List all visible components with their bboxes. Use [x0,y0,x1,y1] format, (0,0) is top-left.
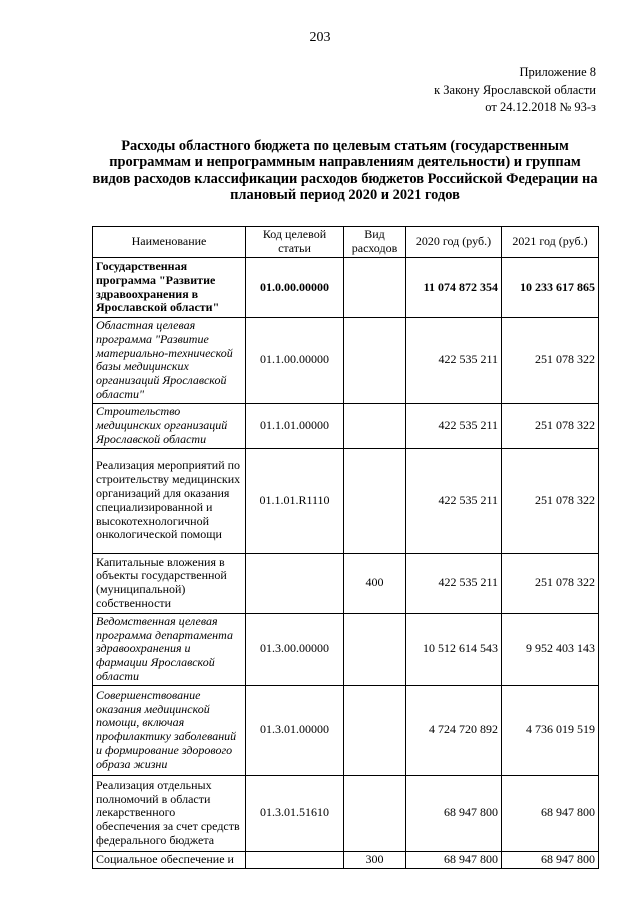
table-row [93,775,599,851]
row-code: 01.1.01.R1110 [246,448,344,553]
row-expense-type [344,613,406,685]
header-name: Наименование [93,227,246,258]
row-2020: 4 724 720 892 [406,685,502,775]
row-code: 01.3.01.51610 [246,775,344,851]
row-2021: 10 233 617 865 [502,258,599,318]
table-row [93,318,599,404]
row-name: Государственная программа "Развитие здравоохранения в Ярославской области" [93,258,246,318]
row-code: 01.1.00.00000 [246,318,344,404]
row-2020: 11 074 872 354 [406,258,502,318]
row-code: 01.3.00.00000 [246,613,344,685]
row-2020: 68 947 800 [406,775,502,851]
row-2021: 251 078 322 [502,403,599,448]
row-name: Реализация отдельных полномочий в области лекарственного обеспечения за счет средств федерального бюджета [93,775,246,851]
appendix-line-1: Приложение 8 [519,65,596,79]
row-2021: 251 078 322 [502,318,599,404]
row-2021: 68 947 800 [502,851,599,868]
document-title: Расходы областного бюджета по целевым статьям (государственным программам и непрограммным направлениям деятельности) и группам видов расходов классификации расходов бюджетов Российской Федерации на плановый период 2020 и 2021 годов [92,138,598,203]
row-2021: 251 078 322 [502,553,599,613]
page-number: 203 [309,30,331,45]
header-2021: 2021 год (руб.) [502,227,599,258]
row-expense-type: 300 [344,851,406,868]
appendix-line-2: к Закону Ярославской области [434,82,596,97]
table-row [93,448,599,553]
row-code: 01.0.00.00000 [246,258,344,318]
table-row [93,258,599,318]
appendix-line-3: от 24.12.2018 № 93-з [485,100,596,114]
row-2020: 422 535 211 [406,318,502,404]
row-2020: 422 535 211 [406,553,502,613]
row-2021: 9 952 403 143 [502,613,599,685]
row-expense-type [344,685,406,775]
row-2020: 10 512 614 543 [406,613,502,685]
table-row [93,553,599,613]
row-code [246,553,344,613]
row-name: Социальное обеспечение и [93,851,246,868]
row-name: Областная целевая программа "Развитие материально-технической базы медицинских организаций Ярославской области" [93,318,246,404]
row-2020: 422 535 211 [406,448,502,553]
row-2021: 68 947 800 [502,775,599,851]
row-name: Капитальные вложения в объекты государственной (муниципальной) собственности [93,553,246,613]
row-name: Ведомственная целевая программа департамента здравоохранения и фармации Ярославской области [93,613,246,685]
appendix-reference [434,64,596,117]
row-code [246,851,344,868]
table-row [93,613,599,685]
row-2020: 422 535 211 [406,403,502,448]
row-expense-type [344,403,406,448]
table-row [93,685,599,775]
row-name: Реализация мероприятий по строительству медицинских организаций для оказания специализированной и высокотехнологичной онкологической помощи [93,448,246,553]
row-expense-type: 400 [344,553,406,613]
row-code: 01.3.01.00000 [246,685,344,775]
table-row [93,851,599,868]
row-expense-type [344,258,406,318]
header-code: Код целевой статьи [246,227,344,258]
budget-table [92,226,599,869]
row-2021: 4 736 019 519 [502,685,599,775]
table-row [93,403,599,448]
header-expense-type: Вид расходов [344,227,406,258]
row-code: 01.1.01.00000 [246,403,344,448]
row-expense-type [344,448,406,553]
row-2020: 68 947 800 [406,851,502,868]
header-2020: 2020 год (руб.) [406,227,502,258]
row-expense-type [344,318,406,404]
row-name: Строительство медицинских организаций Ярославской области [93,403,246,448]
row-2021: 251 078 322 [502,448,599,553]
row-name: Совершенствование оказания медицинской помощи, включая профилактику заболеваний и формирование здорового образа жизни [93,685,246,775]
row-expense-type [344,775,406,851]
table-header-row [93,227,599,258]
